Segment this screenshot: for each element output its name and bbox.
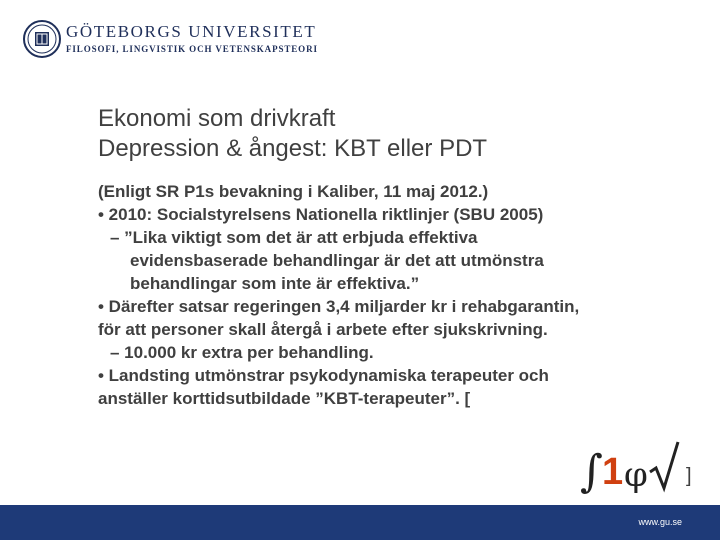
sqrt-icon [650, 442, 678, 488]
sub-bullet-quote [98, 226, 598, 295]
department-logo [578, 438, 698, 496]
intro-text: (Enligt SR P1s bevakning i Kaliber, 11 maj 2012.) [98, 182, 489, 201]
university-name: GÖTEBORGS UNIVERSITET [66, 22, 317, 41]
title-line-2: Depression & ångest: KBT eller PDT [98, 135, 488, 162]
sub-bullet-cost: – 10.000 kr extra per behandling. [110, 343, 374, 362]
slide-title [98, 104, 658, 164]
faculty-name: FILOSOFI, LINGVISTIK OCH VETENSKAPSTEORI [66, 44, 318, 54]
logo-bracket: ] [686, 465, 692, 487]
integral-icon: ∫ [580, 446, 603, 496]
sub-bullet-quote-start: – ”Lika viktigt som det är att erbjuda effektiva [110, 228, 478, 247]
title-line-1: Ekonomi som drivkraft [98, 105, 336, 132]
bullet-county-councils: • Landsting utmönstrar psykodynamiska terapeuter och anställer korttidsutbildade ”KBT-terapeuter”. [ [98, 366, 549, 408]
university-seal-icon [22, 18, 62, 60]
university-header [22, 18, 382, 62]
sub-bullet-quote-cont: evidensbaserade behandlingar är det att utmönstra behandlingar som inte är effektiva.” [130, 251, 544, 293]
bullet-guidelines: • 2010: Socialstyrelsens Nationella riktlinjer (SBU 2005) [98, 205, 544, 224]
logo-one: 1 [602, 451, 624, 493]
footer-bar [0, 505, 720, 540]
slide-body [98, 180, 598, 410]
footer-url: www.gu.se [638, 517, 682, 527]
phi-icon: φ [624, 455, 648, 495]
bullet-rehab-guarantee: • Därefter satsar regeringen 3,4 miljarder kr i rehabgarantin, för att personer skall återgå i arbete efter sjukskrivning. [98, 297, 580, 339]
